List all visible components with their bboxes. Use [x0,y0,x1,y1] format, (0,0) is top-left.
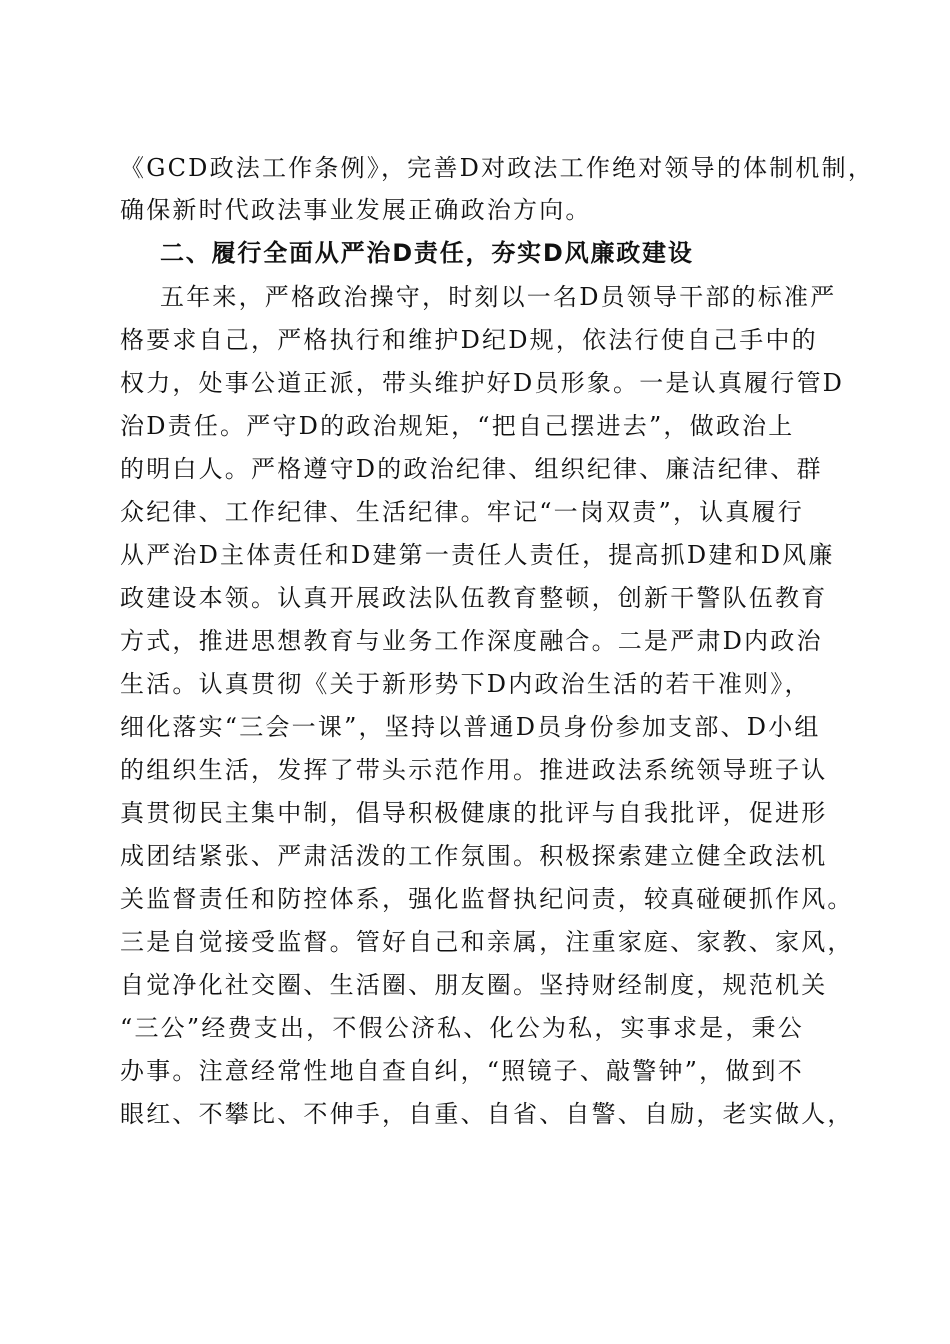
paragraph-line: 生活。认真贯彻《关于新形势下D内政治生活的若干准则》， [120,670,811,698]
paragraph-line: 细化落实“三会一课”，坚持以普通D员身份参加支部、D小组 [120,713,821,741]
paragraph-line: 众纪律、工作纪律、生活纪律。牢记“一岗双责”，认真履行 [120,498,804,526]
paragraph-line: 权力，处事公道正派，带头维护好D员形象。一是认真履行管D [120,369,845,397]
paragraph-line: 办事。注意经常性地自查自纠，“照镜子、敲警钟”，做到不 [120,1057,804,1085]
paragraph-line: 确保新时代政法事业发展正确政治方向。 [120,196,592,224]
paragraph-first-line: 五年来，严格政治操守，时刻以一名D员领导干部的标准严 [160,283,837,311]
paragraph-line: 真贯彻民主集中制，倡导积极健康的批评与自我批评，促进形 [120,799,828,827]
paragraph-line: 眼红、不攀比、不伸手，自重、自省、自警、自励，老实做人， [120,1100,854,1128]
paragraph-line: 的组织生活，发挥了带头示范作用。推进政法系统领导班子认 [120,756,828,784]
paragraph-line: “三公”经费支出，不假公济私、化公为私，实事求是，秉公 [120,1014,804,1042]
paragraph-line: 政建设本领。认真开展政法队伍教育整顿，创新干警队伍教育 [120,584,828,612]
paragraph-line: 的明白人。严格遵守D的政治纪律、组织纪律、廉洁纪律、群 [120,455,823,483]
paragraph-line: 格要求自己，严格执行和维护D纪D规，依法行使自己手中的 [120,326,818,354]
paragraph-line: 三是自觉接受监督。管好自己和亲属，注重家庭、家教、家风， [120,928,854,956]
paragraph-line: 自觉净化社交圈、生活圈、朋友圈。坚持财经制度，规范机关 [120,971,828,999]
section-heading: 二、履行全面从严治D责任，夯实D风廉政建设 [160,239,694,267]
paragraph-line: 关监督责任和防控体系，强化监督执纪问责，较真碰硬抓作风。 [120,885,854,913]
paragraph-line: 《GCD政法工作条例》，完善D对政法工作绝对领导的体制机制， [120,154,875,182]
paragraph-line: 治D责任。严守D的政治规矩，“把自己摆进去”，做政治上 [120,412,795,440]
paragraph-line: 方式，推进思想教育与业务工作深度融合。二是严肃D内政治 [120,627,823,655]
paragraph-line: 成团结紧张、严肃活泼的工作氛围。积极探索建立健全政法机 [120,842,828,870]
paragraph-line: 从严治D主体责任和D建第一责任人责任，提高抓D建和D风廉 [120,541,835,569]
